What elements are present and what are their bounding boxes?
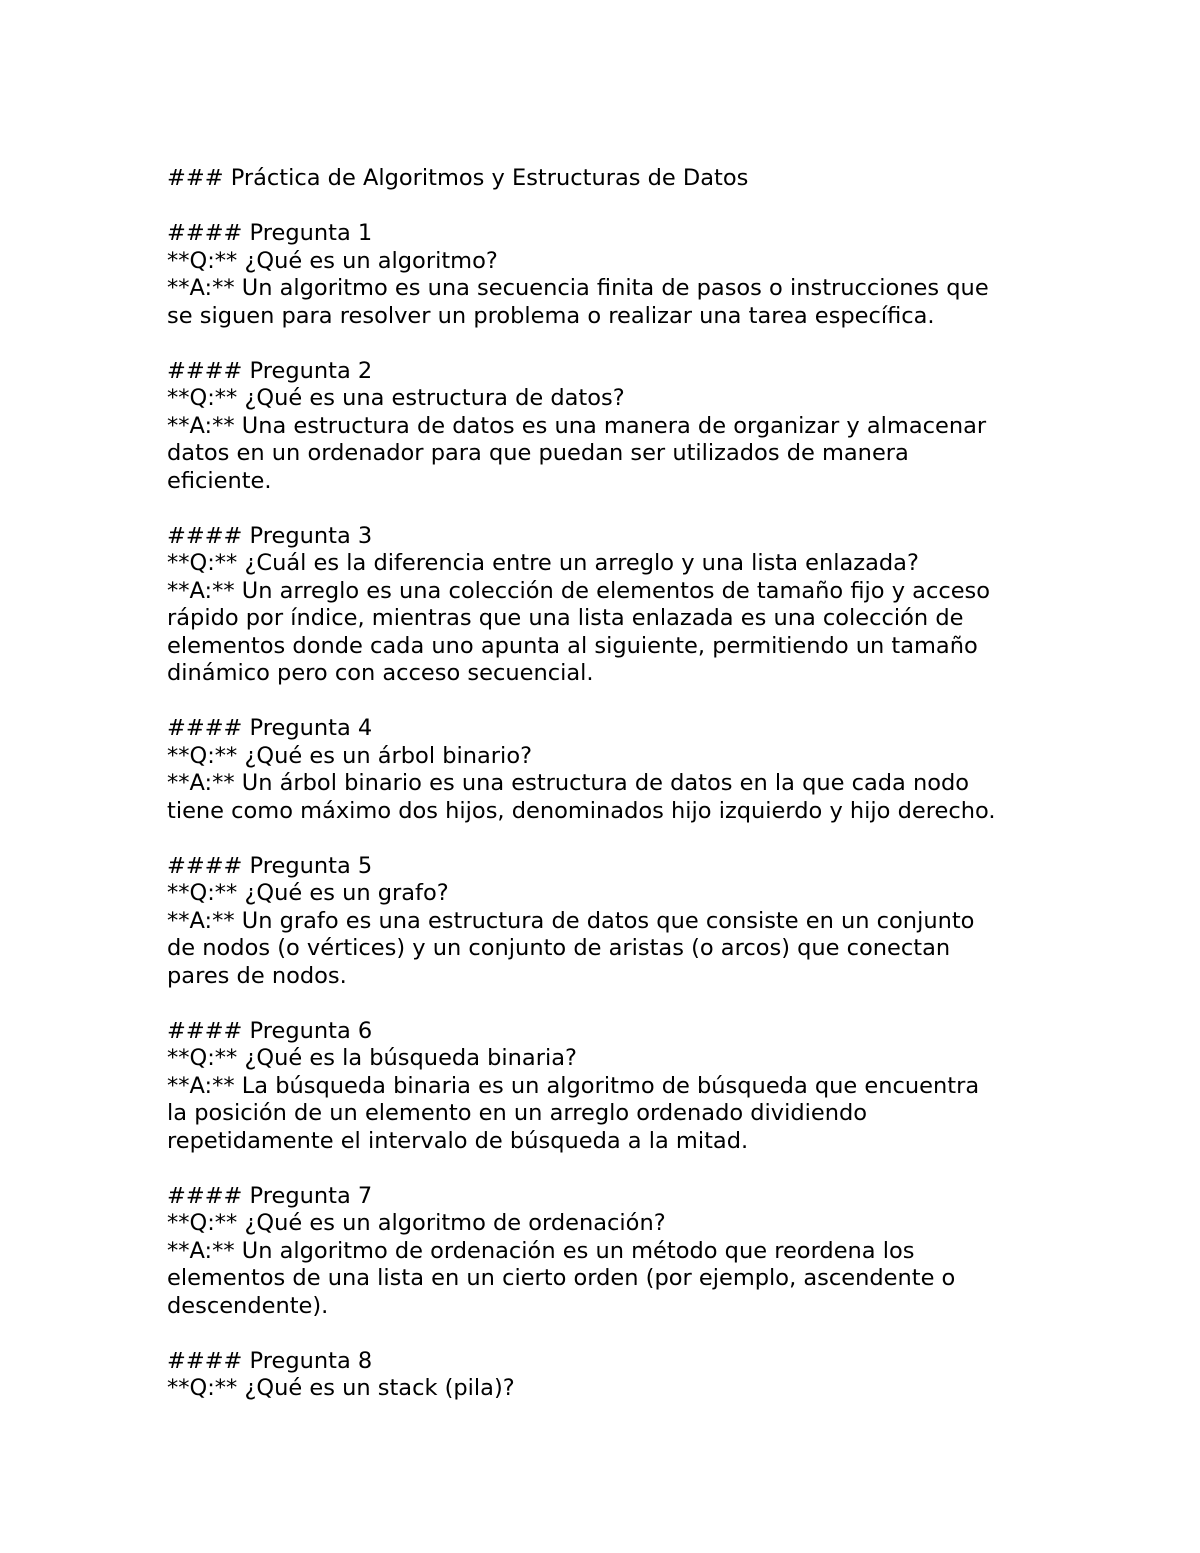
answer-text-line: se siguen para resolver un problema o realizar una tarea específica. — [167, 302, 935, 329]
question-heading: #### Pregunta 7 — [167, 1182, 373, 1209]
answer-text-line: repetidamente el intervalo de búsqueda a la mitad. — [167, 1127, 749, 1154]
question-text: **Q:** ¿Qué es un algoritmo de ordenación? — [167, 1210, 666, 1236]
question-heading: #### Pregunta 6 — [167, 1017, 373, 1044]
question-heading: #### Pregunta 3 — [167, 522, 373, 549]
question-1 — [167, 220, 1067, 330]
question-3 — [167, 523, 1067, 688]
question-heading: #### Pregunta 5 — [167, 852, 373, 879]
question-heading: #### Pregunta 1 — [167, 220, 373, 246]
answer-text-line: **A:** La búsqueda binaria es un algoritmo de búsqueda que encuentra — [167, 1072, 980, 1099]
question-heading: #### Pregunta 2 — [167, 357, 373, 384]
question-heading: #### Pregunta 4 — [167, 715, 373, 741]
blank-line — [167, 330, 1067, 358]
answer-text-line: rápido por índice, mientras que una lista enlazada es una colección de — [167, 605, 964, 631]
answer-text-line: **A:** Una estructura de datos es una manera de organizar y almacenar — [167, 412, 987, 439]
answer-text-line: **A:** Un grafo es una estructura de datos que consiste en un conjunto — [167, 907, 975, 934]
question-text: **Q:** ¿Qué es un algoritmo? — [167, 247, 498, 274]
document-body — [167, 165, 1067, 1403]
answer-text-line: la posición de un elemento en un arreglo ordenado dividiendo — [167, 1100, 868, 1126]
answer-text-line: **A:** Un arreglo es una colección de elementos de tamaño fijo y acceso — [167, 577, 991, 604]
document-title: ### Práctica de Algoritmos y Estructuras de Datos — [167, 165, 749, 191]
question-text: **Q:** ¿Qué es la búsqueda binaria? — [167, 1045, 577, 1071]
question-5 — [167, 853, 1067, 991]
blank-line — [167, 193, 1067, 221]
answer-text-line: dinámico pero con acceso secuencial. — [167, 660, 594, 686]
blank-line — [167, 495, 1067, 523]
question-2 — [167, 358, 1067, 496]
blank-line — [167, 1155, 1067, 1183]
blank-line — [167, 688, 1067, 716]
answer-text-line: pares de nodos. — [167, 962, 347, 989]
answer-text-line: eficiente. — [167, 467, 272, 494]
blank-line — [167, 1320, 1067, 1348]
answer-text-line: tiene como máximo dos hijos, denominados hijo izquierdo y hijo derecho. — [167, 797, 996, 824]
question-8 — [167, 1348, 1067, 1403]
question-6 — [167, 1018, 1067, 1156]
blank-line — [167, 990, 1067, 1018]
question-text: **Q:** ¿Qué es un stack (pila)? — [167, 1375, 515, 1401]
question-text: **Q:** ¿Cuál es la diferencia entre un arreglo y una lista enlazada? — [167, 550, 919, 576]
answer-text-line: **A:** Un algoritmo de ordenación es un método que reordena los — [167, 1237, 915, 1264]
blank-line — [167, 825, 1067, 853]
question-text: **Q:** ¿Qué es una estructura de datos? — [167, 385, 625, 411]
answer-text-line: **A:** Un algoritmo es una secuencia finita de pasos o instrucciones que — [167, 275, 989, 301]
answer-text-line: descendente). — [167, 1292, 329, 1319]
question-4 — [167, 715, 1067, 825]
answer-text-line: elementos de una lista en un cierto orden (por ejemplo, ascendente o — [167, 1265, 956, 1291]
answer-text-line: elementos donde cada uno apunta al siguiente, permitiendo un tamaño — [167, 632, 978, 659]
answer-text-line: de nodos (o vértices) y un conjunto de aristas (o arcos) que conectan — [167, 935, 951, 961]
answer-text-line: **A:** Un árbol binario es una estructura de datos en la que cada nodo — [167, 770, 970, 796]
question-text: **Q:** ¿Qué es un grafo? — [167, 880, 449, 906]
answer-text-line: datos en un ordenador para que puedan ser utilizados de manera — [167, 440, 909, 466]
question-text: **Q:** ¿Qué es un árbol binario? — [167, 742, 533, 769]
question-7 — [167, 1183, 1067, 1321]
question-heading: #### Pregunta 8 — [167, 1347, 373, 1374]
